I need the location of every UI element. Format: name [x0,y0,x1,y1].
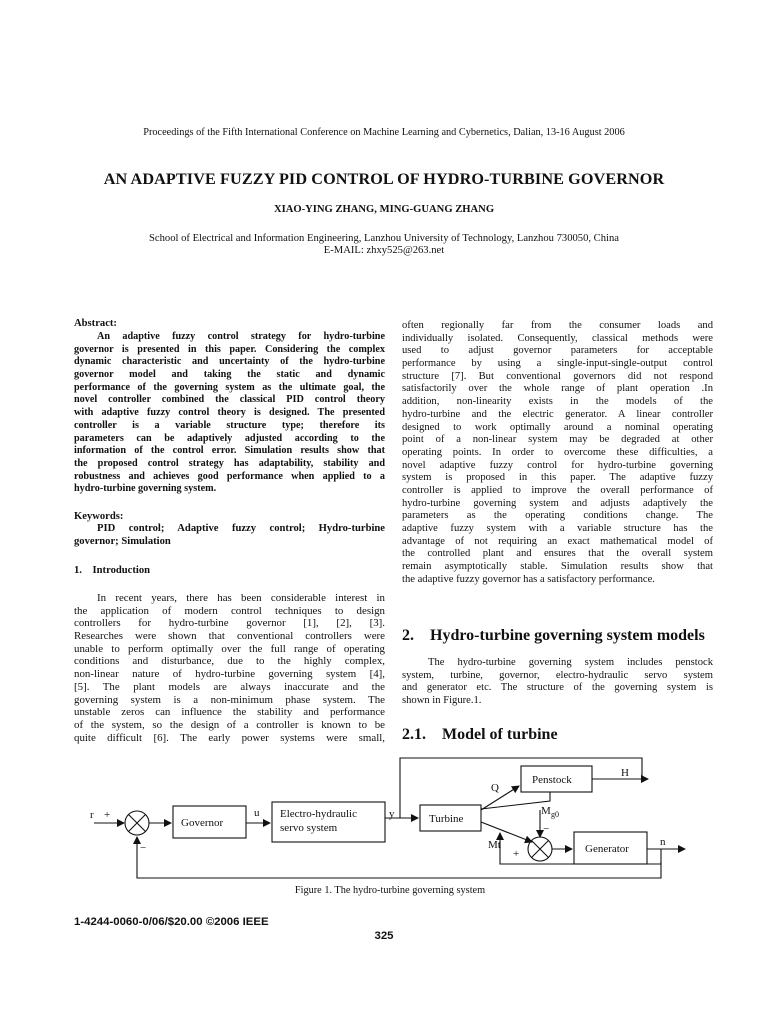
penstock-feedback-line [481,792,550,809]
right-line: controller is applied to improve the overall performance of [402,484,713,496]
right-line: often regionally far from the consumer loads and [402,320,713,331]
label-plus-1: + [104,809,111,821]
label-q: Q [491,782,499,794]
authors: XIAO-YING ZHANG, MING-GUANG ZHANG [273,204,495,215]
right-line: satisfactorily over the whole range of plant operation .In [402,383,713,395]
section-1-body [74,592,385,744]
right-line: structure [7]. But conventional governors did not respond [402,370,713,382]
keywords-line: PID control; Adaptive fuzzy control; Hydro-turbine [97,523,385,534]
abstract-heading: Abstract: [74,318,117,329]
intro-line: quite difficult [6]. The early power systems were small, [74,731,385,744]
intro-line: unstable zeros can influence the stability and performance [74,706,385,719]
label-minus-2: − [543,823,550,835]
abstract-line: dynamic characteristic and uncertainty of the hydro-turbine [74,356,385,368]
right-column-body [402,319,713,585]
label-r: r [90,809,94,821]
paper-title: AN ADAPTIVE FUZZY PID CONTROL OF HYDRO-TURBINE GOVERNOR [103,170,665,188]
figure-caption: Figure 1. The hydro-turbine governing system [294,885,486,896]
governor-label: Governor [181,817,224,829]
right-line: system is proposed in this paper. The adaptive fuzzy [402,472,713,484]
abstract-line: governor model and taking the static and dynamic [74,369,385,381]
proceedings-line: Proceedings of the Fifth International Conference on Machine Learning and Cybernetics, Dalian, 13-16 August 2006 [143,127,625,138]
intro-line: governing system is a non-minimum phase system. The [74,693,385,706]
keywords-line: governor; Simulation [74,535,171,547]
right-line: performance by using a single-input-single-output control [402,358,713,370]
abstract-line: with adaptive fuzzy control theory is designed. The presented [74,407,385,419]
intro-line: conditions and disturbance, due to the highly complex, [74,655,385,668]
email: E-MAIL: zhxy525@263.net [323,245,445,256]
turbine-label: Turbine [429,813,464,825]
intro-line: of the system, so the design of a controller is known to be [74,718,385,731]
right-line: operating points. In order to overcome these difficulties, a [402,446,713,458]
right-line: adaptive fuzzy system with a variable structure has the [402,523,713,534]
intro-line: controllers for hydro-turbine governor [1], [2], [3]. [74,617,385,630]
section-2-heading: 2. Hydro-turbine governing system models [402,627,705,644]
label-n: n [660,836,666,848]
abstract-line: novel controller combined the classical PID control theory [74,394,385,406]
right-line: addition, non-linearity exists in the models of the [402,396,713,408]
label-u: u [254,807,260,819]
right-line: designed to work optimally around a nominal operating [402,421,713,433]
servo-label-1: Electro-hydraulic [280,808,357,820]
abstract-line: robustness and achieves good performance when applied to a [74,470,385,482]
abstract-line: information of the control error. Simulation results show that [74,445,385,457]
keywords-heading: Keywords: [74,511,124,522]
intro-line: Researches were shown that conventional controllers were [74,630,385,643]
intro-line: non-linear nature of hydro-turbine governing system [4], [74,668,385,681]
governing-system-diagram [80,752,690,882]
abstract-line: governor is presented in this paper. Considering the complex [74,343,385,355]
right-line: used to adjust governor parameters for acceptable [402,345,713,357]
intro-line: In recent years, there has been considerable interest in [97,592,385,604]
affiliation-block [0,233,768,257]
right-line: hydro-turbine and the electric generator. A linear controller [402,408,713,420]
right-line: remain asymptotically stable. Simulation results show that [402,561,713,573]
label-mg0-subscript: g0 [551,810,559,819]
section2-line: system, turbine, governor, electro-hydraulic servo system [402,669,713,681]
copyright-footer: 1-4244-0060-0/06/$20.00 ©2006 IEEE [74,916,269,928]
section2-line: shown in Figure.1. [402,695,482,707]
section2-line: The hydro-turbine governing system includes penstock [428,657,713,668]
abstract-line: the proposed control strategy has adaptability, stability and [74,457,385,469]
abstract-line: performance of the governing system as the ultimate goal, the [74,381,385,393]
label-h: H [621,767,629,779]
label-y: y [389,808,395,820]
affiliation: School of Electrical and Information Engineering, Lanzhou University of Technology, Lanzhou 730050, China [149,233,619,244]
page-number: 325 [374,930,394,942]
right-line: novel adaptive fuzzy control for hydro-turbine governing [402,459,713,471]
intro-line: the application of modern control techniques to design [74,604,385,617]
penstock-label: Penstock [532,774,572,786]
section2-line: and generator etc. The structure of the governing system is [402,682,713,694]
keywords-body [74,523,385,548]
right-line: hydro-turbine governing system and adjusts adaptively the [402,497,713,509]
right-line: individually isolated. Consequently, classical methods were [402,332,713,344]
right-line: the adaptive fuzzy governor has a satisfactory performance. [402,573,655,585]
right-line: parameters as the operating conditions change. The [402,510,713,522]
abstract-line: parameters can be adaptively adjusted according to the [74,432,385,444]
n-feedback-line [137,837,661,878]
right-line: advantage of not requiring an exact mathematical model of [402,535,713,547]
abstract-body [74,331,385,496]
abstract-line: hydro-turbine governing system. [74,483,217,495]
label-plus-2: + [513,848,520,860]
label-mg0: M [541,805,551,817]
section-2-1-heading: 2.1. Model of turbine [402,726,558,743]
right-line: the controlled plant and ensures that the overall system [402,548,713,560]
servo-label-2: servo system [280,822,338,834]
label-mt: Mt [488,839,501,851]
section-2-body [402,656,713,707]
right-line: point of a non-linear system may be degraded at other [402,434,713,446]
generator-label: Generator [585,843,629,855]
n-to-turbine-line [500,833,661,864]
section-1-heading: 1. Introduction [74,565,151,576]
intro-line: [5]. The plant models are always inaccurate and the [74,680,385,693]
abstract-line: controller is a variable structure type; therefore its [74,419,385,431]
label-minus-1: − [140,842,147,854]
intro-line: unable to perform optimally over the full range of operating [74,642,385,655]
abstract-line: An adaptive fuzzy control strategy for hydro-turbine [97,331,385,342]
